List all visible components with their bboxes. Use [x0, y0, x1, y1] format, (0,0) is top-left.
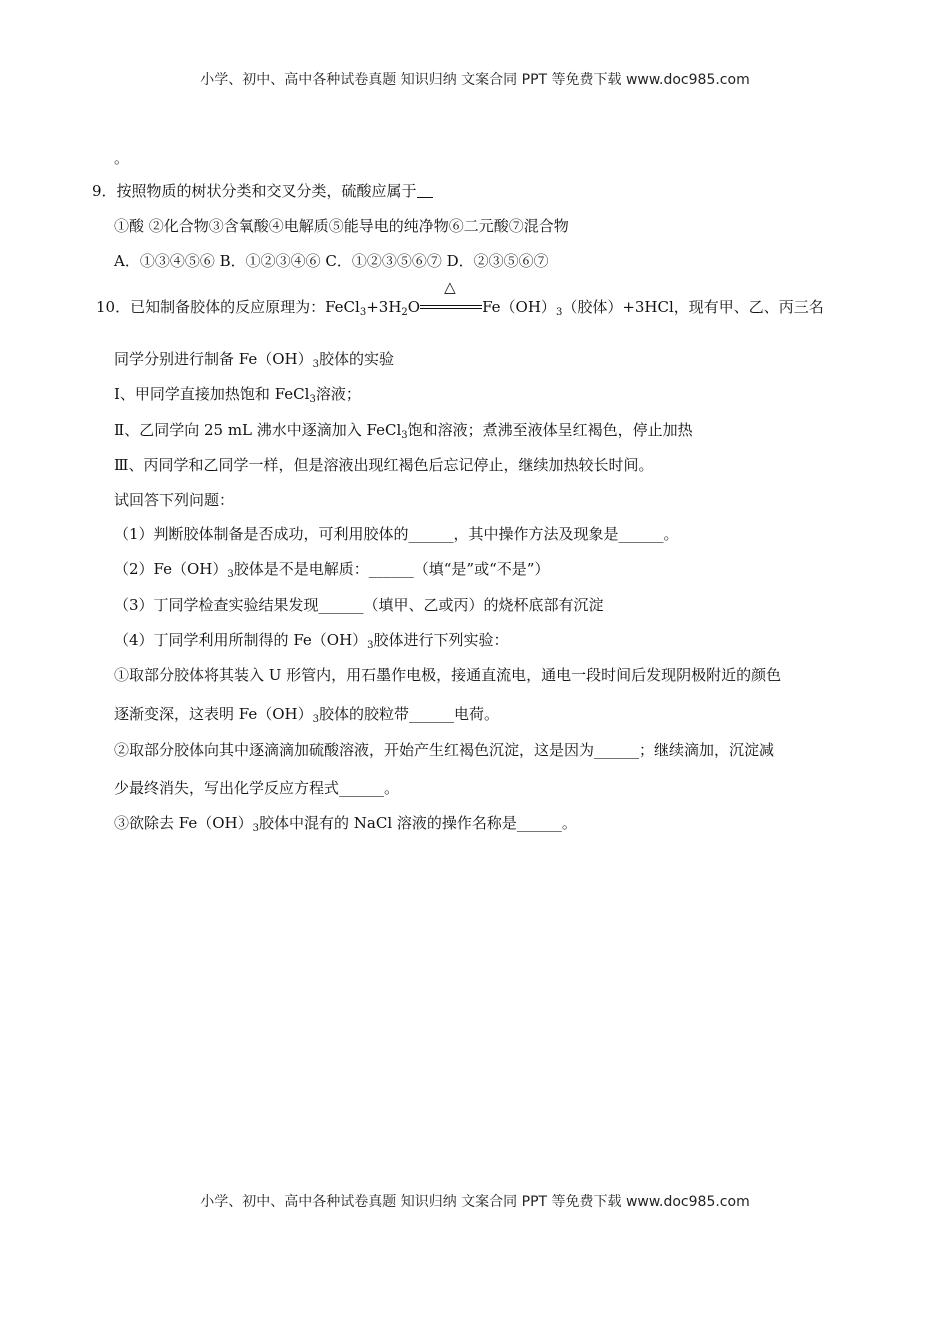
answer-blank: [417, 182, 433, 198]
q9-stem: 9．按照物质的树状分类和交叉分类，硫酸应属于: [92, 181, 433, 201]
q10-step2: Ⅱ、乙同学向 25 mL 沸水中逐滴加入 FeCl$_3$饱和溶液；煮沸至液体呈红褐色，停止加热: [114, 421, 693, 441]
equilibrium-arrow-icon: [420, 278, 482, 316]
q10-part4-2b: 少最终消失，写出化学反应方程式______。: [114, 779, 400, 797]
q10-part3: （3）丁同学检查实验结果发现______（填甲、乙或丙）的烧杯底部有沉淀: [114, 596, 604, 614]
q10-step1: Ⅰ、甲同学直接加热饱和 FeCl$_3$溶液；: [114, 385, 361, 405]
q10-part4-1a: ①取部分胶体将其装入 U 形管内，用石墨作电极，接通直流电，通电一段时间后发现阴极附近的颜色: [114, 666, 782, 684]
q10-step3: Ⅲ、丙同学和乙同学一样，但是溶液出现红褐色后忘记停止，继续加热较长时间。: [114, 456, 654, 474]
q10-part4-2a: ②取部分胶体向其中逐滴滴加硫酸溶液，开始产生红褐色沉淀，这是因为______；继续滴加，沉淀减: [114, 741, 775, 759]
q9-items: ①酸 ②化合物③含氧酸④电解质⑤能导电的纯净物⑥二元酸⑦混合物: [114, 217, 569, 235]
q10-part4: （4）丁同学利用所制得的 $Fe(OH)_3$胶体进行下列实验：: [114, 631, 509, 651]
q10-part4-3: ③欲除去 $Fe(OH)_3$胶体中混有的 NaCl 溶液的操作名称是______。: [114, 814, 577, 834]
heat-condition: △: [444, 278, 456, 296]
top-mark: 。: [114, 149, 130, 167]
q10-equation: 10．已知制备胶体的反应原理为：$FeCl_3+3H_2O$ △ $Fe(OH)_3$（胶体）+3HCl，现有甲、乙、丙三名: [96, 278, 824, 318]
q10-line2: 同学分别进行制备 $Fe(OH)_3$胶体的实验: [114, 350, 395, 370]
page-footer: 小学、初中、高中各种试卷真题 知识归纳 文案合同 PPT 等免费下载 www.doc985.com: [200, 1194, 750, 1210]
q10-part4-1b: 逐渐变深，这表明 $Fe(OH)_3$胶体的胶粒带______电荷。: [114, 705, 500, 725]
q10-part1: （1）判断胶体制备是否成功，可利用胶体的______，其中操作方法及现象是______。: [114, 525, 679, 543]
q9-options: A．①③④⑤⑥ B．①②③④⑥ C．①②③⑤⑥⑦ D．②③⑤⑥⑦: [114, 252, 549, 270]
q10-ask: 试回答下列问题：: [114, 491, 235, 509]
q10-part2: $(2)Fe(OH)_3$胶体是不是电解质：______（填“是”或“不是”）: [114, 560, 550, 580]
page-header: 小学、初中、高中各种试卷真题 知识归纳 文案合同 PPT 等免费下载 www.doc985.com: [200, 72, 750, 88]
